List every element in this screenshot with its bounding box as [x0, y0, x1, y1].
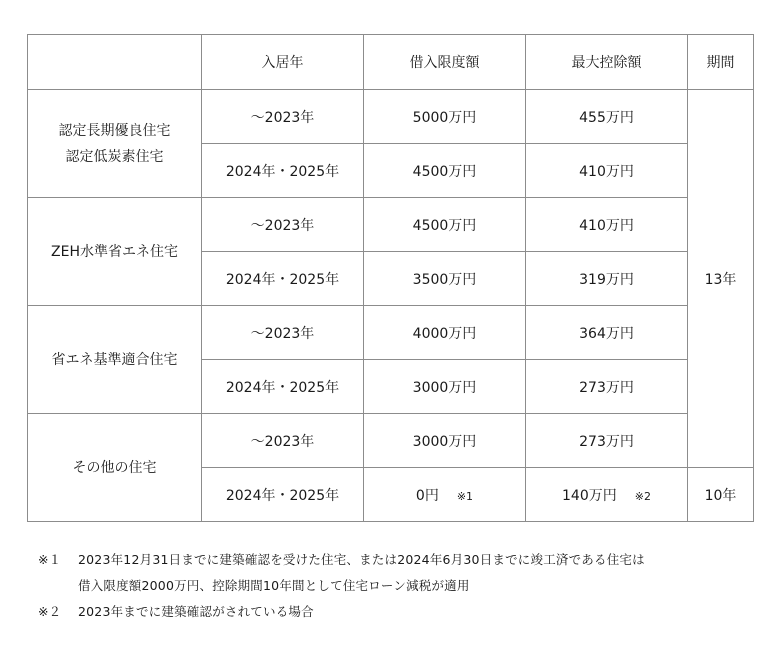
- borrowing-limit-value: 0円: [415, 487, 439, 504]
- move-in-year-cell: 2024年・2025年: [202, 468, 364, 522]
- max-deduction-cell: 410万円: [526, 198, 688, 252]
- max-deduction-cell: 273万円: [526, 360, 688, 414]
- header-row: [28, 35, 754, 90]
- period-cell-last: 10年: [688, 468, 754, 522]
- header-move-in-year: 入居年: [202, 35, 364, 90]
- footnote-text: 2023年までに建築確認がされている場合: [78, 604, 314, 619]
- max-deduction-cell: 455万円: [526, 90, 688, 144]
- move-in-year-cell: ～2023年: [202, 198, 364, 252]
- move-in-year-cell: 2024年・2025年: [202, 144, 364, 198]
- footnote-mark: ※２: [38, 604, 62, 619]
- borrowing-limit-cell: [364, 468, 526, 522]
- house-type-label: 認定低炭素住宅: [65, 148, 164, 165]
- max-deduction-value: 140万円: [562, 487, 617, 504]
- borrowing-limit-cell: 3500万円: [364, 252, 526, 306]
- max-deduction-cell: 319万円: [526, 252, 688, 306]
- borrowing-limit-cell: 4500万円: [364, 144, 526, 198]
- max-deduction-cell: [526, 468, 688, 522]
- housing-loan-deduction-table: [27, 34, 754, 522]
- house-type-label: その他の住宅: [72, 459, 157, 476]
- header-period: 期間: [688, 35, 754, 90]
- header-house-type: [28, 35, 202, 90]
- move-in-year-cell: ～2023年: [202, 414, 364, 468]
- borrowing-limit-cell: 5000万円: [364, 90, 526, 144]
- max-deduction-cell: 273万円: [526, 414, 688, 468]
- table-row: [28, 90, 754, 144]
- footnote-ref-2: ※2: [634, 489, 651, 503]
- move-in-year-cell: ～2023年: [202, 90, 364, 144]
- footnote-2: [38, 599, 645, 625]
- footnotes: [38, 547, 645, 625]
- table-row: [28, 414, 754, 468]
- house-type-label: 省エネ基準適合住宅: [51, 351, 178, 368]
- period-cell-main: 13年: [688, 90, 754, 468]
- borrowing-limit-cell: 3000万円: [364, 360, 526, 414]
- header-borrowing-limit: 借入限度額: [364, 35, 526, 90]
- max-deduction-cell: 410万円: [526, 144, 688, 198]
- max-deduction-cell: 364万円: [526, 306, 688, 360]
- footnote-1: [38, 547, 645, 573]
- move-in-year-cell: ～2023年: [202, 306, 364, 360]
- borrowing-limit-cell: 4500万円: [364, 198, 526, 252]
- borrowing-limit-cell: 4000万円: [364, 306, 526, 360]
- table-row: [28, 198, 754, 252]
- footnote-1-continuation: 借入限度額2000万円、控除期間10年間として住宅ローン減税が適用: [78, 578, 470, 593]
- move-in-year-cell: 2024年・2025年: [202, 252, 364, 306]
- header-max-deduction: 最大控除額: [526, 35, 688, 90]
- house-type-certified-long-term: [28, 90, 202, 198]
- move-in-year-cell: 2024年・2025年: [202, 360, 364, 414]
- house-type-zeh: [28, 198, 202, 306]
- house-type-other: [28, 414, 202, 522]
- footnote-ref-1: ※1: [456, 489, 474, 503]
- table-row: [28, 306, 754, 360]
- house-type-energy-standard: [28, 306, 202, 414]
- footnote-text: 2023年12月31日までに建築確認を受けた住宅、または2024年6月30日までに竣工済である住宅は: [78, 552, 645, 567]
- borrowing-limit-cell: 3000万円: [364, 414, 526, 468]
- footnote-mark: ※１: [38, 552, 62, 567]
- house-type-label: ZEH水準省エネ住宅: [51, 243, 178, 260]
- house-type-label: 認定長期優良住宅: [58, 122, 171, 139]
